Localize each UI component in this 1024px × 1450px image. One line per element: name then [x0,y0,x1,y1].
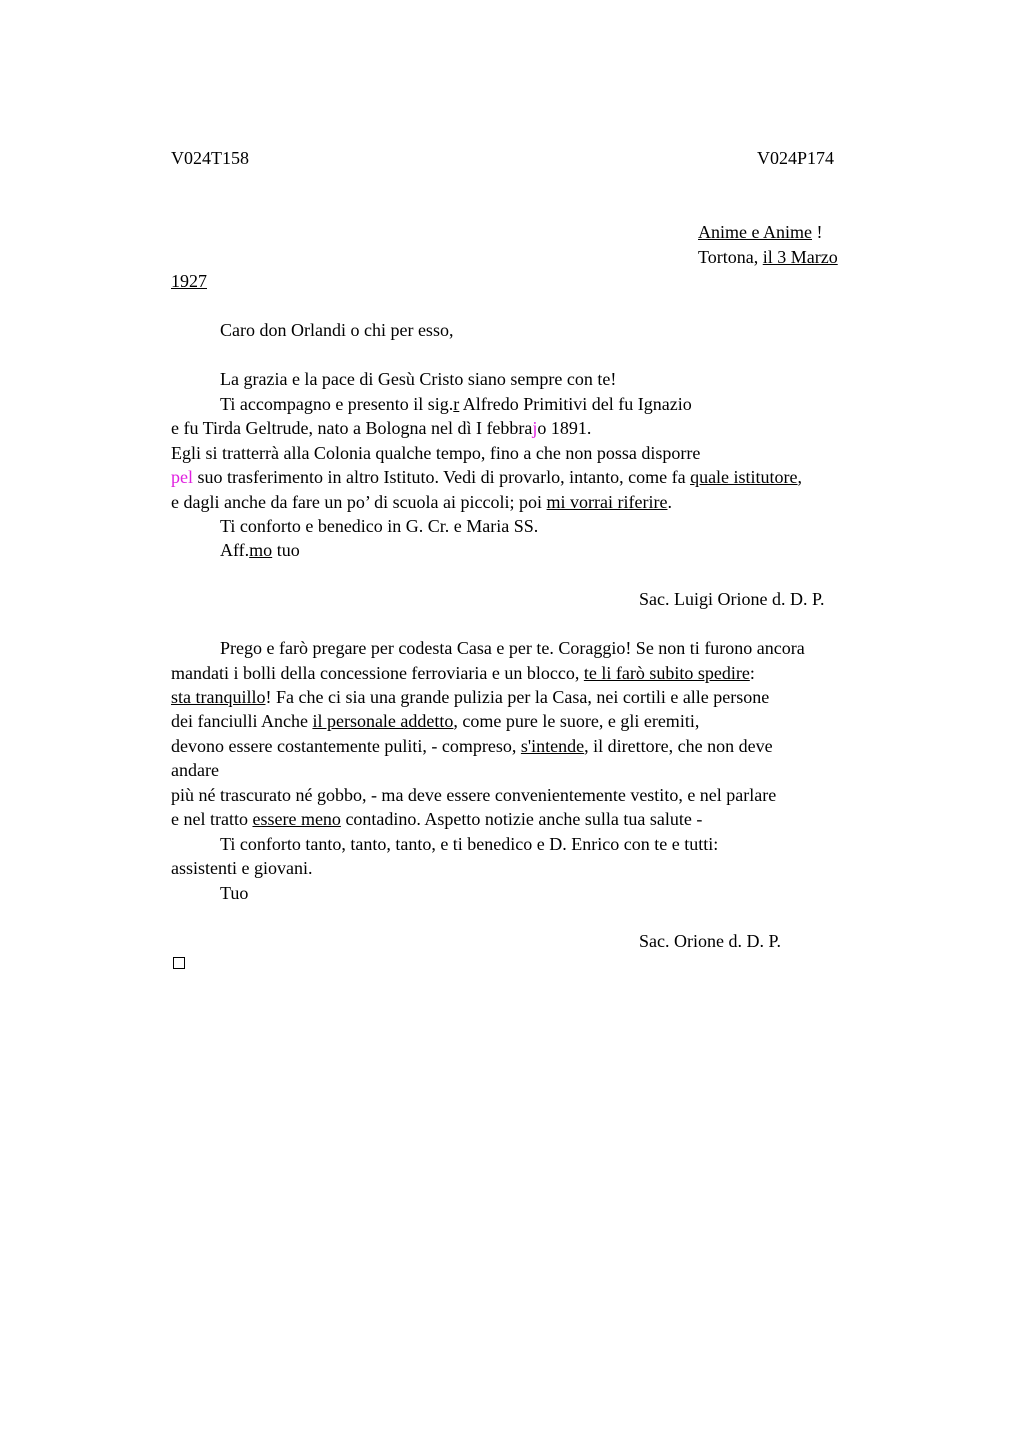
text-span: dei fanciulli Anche [171,711,313,731]
dateline-place: Tortona, [698,247,763,267]
underlined-span: r [453,394,460,414]
letter2-line-3 [171,685,769,709]
salutation: Caro don Orlandi o chi per esso, [220,320,454,340]
dateline-date: il 3 Marzo [762,247,838,267]
motto-punct: ! [811,222,823,242]
text-span: ! Fa che ci sia una grande pulizia per la Casa, nei cortili e alle persone [265,687,770,707]
document-code-left: V024T158 [171,148,249,168]
letter1-line-6 [171,490,672,514]
highlighted-span: pel [171,467,193,487]
underlined-span: il personale addetto [312,711,454,731]
text-span: mandati i bolli della concessione ferroviaria e un blocco, [171,663,584,683]
letter1-signature: Sac. Luigi Orione d. D. P. [639,589,825,609]
text-span: Aff. [220,540,250,560]
underlined-span: mo [249,540,273,560]
letter1-line-1: La grazia e la pace di Gesù Cristo siano sempre con te! [220,369,617,389]
dateline-year: 1927 [171,271,207,291]
letter1-closing [220,538,300,562]
letter2-line-5 [171,734,773,758]
letter1-line-5 [171,465,802,489]
text-span: , [797,467,803,487]
text-span: o 1891. [537,418,592,438]
underlined-span: te li farò subito spedire [583,663,750,683]
letter2-signature: Sac. Orione d. D. P. [639,931,781,951]
text-span: e dagli anche da fare un po’ di scuola ai piccoli; poi [171,492,547,512]
text-span: Alfredo Primitivi del fu Ignazio [459,394,692,414]
letter1-line-2 [220,392,692,416]
letter2-line-9: Ti conforto tanto, tanto, tanto, e ti benedico e D. Enrico con te e tutti: [220,834,719,854]
underlined-span: essere meno [252,809,341,829]
letter2-line-10: assistenti e giovani. [171,858,313,878]
text-span: : [749,663,755,683]
text-span: contadino. Aspetto notizie anche sulla tua salute - [340,809,703,829]
dateline [698,245,838,269]
text-span: e fu Tirda Geltrude, nato a Bologna nel dì I febbra [171,418,533,438]
checkbox-square-icon [173,957,185,969]
underlined-span: mi vorrai riferire [546,492,668,512]
text-span: devono essere costantemente puliti, - compreso, [171,736,521,756]
text-span: suo trasferimento in altro Istituto. Vedi di provarlo, intanto, come fa [193,467,691,487]
letter1-line-7: Ti conforto e benedico in G. Cr. e Maria SS. [220,516,539,536]
letter2-line-4 [171,709,699,733]
underlined-span: quale istitutore [690,467,798,487]
letter2-line-2 [171,661,755,685]
letter1-line-3 [171,416,591,440]
highlighted-span: j [532,418,538,438]
letter1-line-4: Egli si tratterrà alla Colonia qualche tempo, fino a che non possa disporre [171,443,701,463]
text-span: tuo [272,540,300,560]
motto-text: Anime e Anime [698,222,812,242]
letter2-line-8 [171,807,702,831]
letter2-line-1: Prego e farò pregare per codesta Casa e per te. Coraggio! Se non ti furono ancora [220,638,805,658]
document-code-right: V024P174 [757,148,835,168]
text-span: , come pure le suore, e gli eremiti, [453,711,700,731]
letter2-line-7: più né trascurato né gobbo, - ma deve essere convenientemente vestito, e nel parlare [171,785,777,805]
underlined-span: s'intende [520,736,585,756]
text-span: . [667,492,672,512]
underlined-span: sta tranquillo [171,687,266,707]
motto-line [698,220,822,244]
text-span: Ti accompagno e presento il sig. [220,394,454,414]
text-span: e nel tratto [171,809,253,829]
letter2-closing: Tuo [220,883,249,903]
text-span: , il direttore, che non deve [584,736,773,756]
letter2-line-6: andare [171,760,219,780]
